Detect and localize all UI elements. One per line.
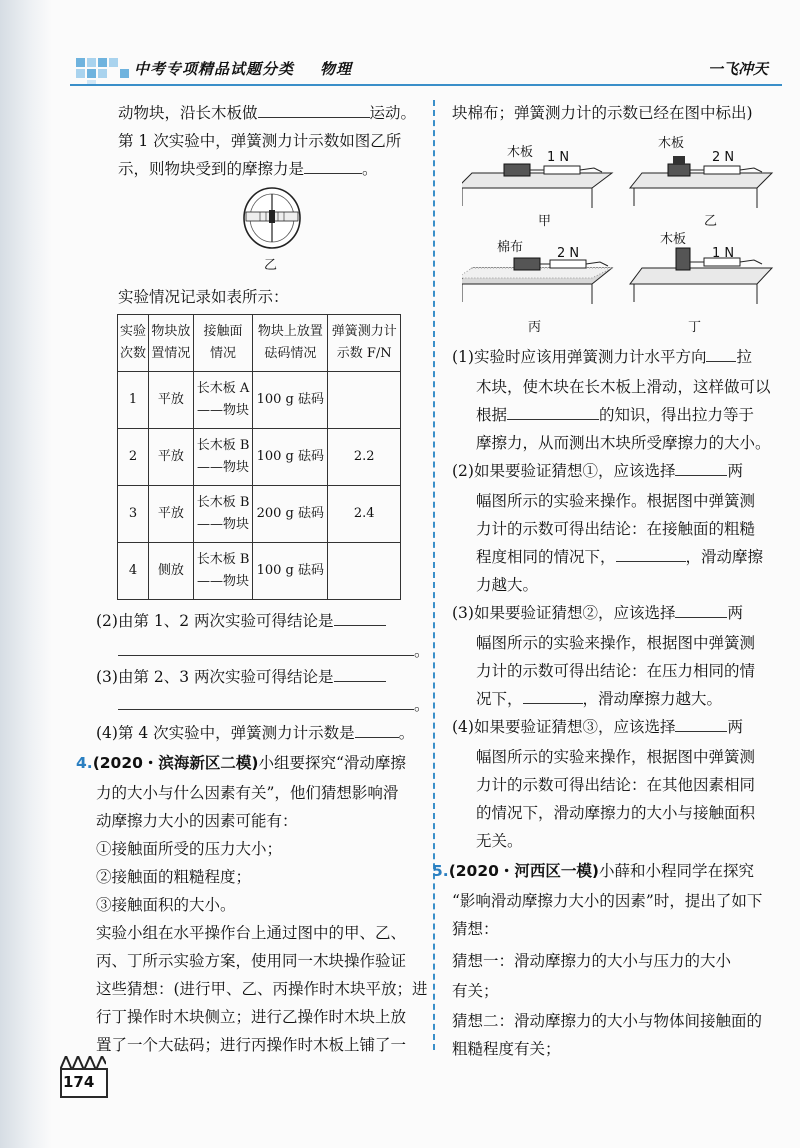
sub-question-4-line-4: 的情况下，滑动摩擦力的大小与接触面积 [476,804,756,822]
force-label-ding: 1 N [712,246,735,261]
table-header: 接触面 情况 [193,315,252,372]
table-row [118,429,401,486]
spring-scale-dial-figure [240,186,304,250]
force-label-bing: 2 N [557,246,580,261]
sub-question-4-line-5: 无关。 [476,832,523,850]
table-cell: 3 [118,486,149,543]
problem-4-line-6: 这些猜想：(进行甲、乙、丙操作时木块平放；进 [96,980,428,998]
table-cell: 平放 [148,372,193,429]
sub-question-1-line-3: 根据 的知识，得出拉力等于 [476,400,754,430]
question-4: (4)第 4 次实验中，弹簧测力计示数是 。 [96,718,414,748]
sub-question-3-line-2: 幅图所示的实验来操作，根据图中弹簧测 [476,634,756,652]
guess-3: ③接触面积的大小。 [96,896,236,914]
figure-label-bing: 丙 [528,320,542,335]
sub-question-2-line-3: 力计的示数可得出结论：在接触面的粗糙 [476,520,756,538]
book-spine-shadow [0,0,52,1148]
problem-5-source: (2020・河西区一模) [448,862,599,880]
figure-yi-label: 乙 [264,258,278,273]
figure-ding [630,248,772,304]
table-cell: 2 [118,429,149,486]
problem-5-line-1: 5.(2020・河西区一模)小薛和小程同学在探究 [432,862,755,880]
force-label-jia: 1 N [547,150,570,165]
table-cell: 长木板 B ——物块 [193,486,252,543]
left-line-3: 示，则物块受到的摩擦力是 。 [118,154,378,184]
question-3-answer-line: 。 [118,690,430,720]
sub-question-3-line-4: 况下， ，滑动摩擦力越大。 [476,684,722,714]
table-cell: 2.4 [328,486,401,543]
figure-label-jia: 甲 [538,214,552,229]
problem-5-line-2: “影响滑动摩擦力大小的因素”时，提出了如下 [452,892,763,910]
problem-4-line-3: 动摩擦力大小的因素可能有： [96,812,298,830]
question-3: (3)由第 2、3 两次实验可得结论是 [96,662,386,692]
problem-4-number: 4. [76,754,93,772]
figure-bing [462,258,612,304]
header-rule [70,84,782,86]
table-header: 弹簧测力计 示数 F/N [328,315,401,372]
table-cell: 侧放 [148,543,193,600]
sub-question-1-line-1: (1)实验时应该用弹簧测力计水平方向 拉 [452,342,752,372]
sub-question-4-line-3: 力计的示数可得出结论：在其他因素相同 [476,776,756,794]
sub-question-2-line-2: 幅图所示的实验来操作。根据图中弹簧测 [476,492,756,510]
left-line-1: 动物块，沿长木板做 运动。 [118,98,416,128]
table-cell: 平放 [148,429,193,486]
table-row [118,543,401,600]
sub-question-1-line-4: 摩擦力，从而测出木块所受摩擦力的大小。 [476,434,771,452]
label-mianbu: 棉布 [497,240,524,255]
table-header-row [118,315,401,372]
table-cell: 2.2 [328,429,401,486]
header-title: 中考专项精品试题分类 物理 [134,60,353,78]
sub-question-2-line-4: 程度相同的情况下， ，滑动摩擦 [476,542,763,572]
figure-yi [630,156,772,208]
table-intro: 实验情况记录如表所示： [118,288,289,306]
problem-4-line-5: 丙、丁所示实验方案，使用同一木块操作验证 [96,952,407,970]
right-line-0: 块棉布；弹簧测力计的示数已经在图中标出) [452,104,753,122]
question-2-answer-line: 。 [118,636,430,666]
table-cell: 100 g 砝码 [253,543,328,600]
table-cell: 平放 [148,486,193,543]
table-cell: 100 g 砝码 [253,372,328,429]
left-line-2: 第 1 次实验中，弹簧测力计示数如图乙所 [118,132,402,150]
guess-one-line-2: 有关； [452,982,499,1000]
problem-4-line-2: 力的大小与什么因素有关”，他们猜想影响滑 [96,784,399,802]
problem-4-line-4: 实验小组在水平操作台上通过图中的甲、乙、 [96,924,407,942]
table-cell: 200 g 砝码 [253,486,328,543]
problem-4-line-1: 4.(2020・滨海新区二模)小组要探究“滑动摩擦 [76,754,406,772]
table-header: 实验 次数 [118,315,149,372]
table-row [118,372,401,429]
table-cell [328,372,401,429]
sub-question-1-line-2: 木块，使木块在长木板上滑动，这样做可以 [476,378,771,396]
header-brand: 一飞冲天 [707,60,768,78]
table-cell: 4 [118,543,149,600]
guess-1: ①接触面所受的压力大小； [96,840,283,858]
sub-question-4-line-2: 幅图所示的实验来操作，根据图中弹簧测 [476,748,756,766]
figure-label-yi: 乙 [704,214,718,229]
sub-question-4-line-1: (4)如果要验证猜想③，应该选择 两 [452,712,743,742]
figure-label-ding: 丁 [688,320,702,335]
figure-jia [462,164,612,208]
page-header [70,54,782,88]
experiment-table [117,314,401,600]
guess-2: ②接触面的粗糙程度； [96,868,252,886]
guess-two-line-1: 猜想二：滑动摩擦力的大小与物体间接触面的 [452,1012,763,1030]
problem-5-line-3: 猜想： [452,920,499,938]
sub-question-3-line-1: (3)如果要验证猜想②，应该选择 两 [452,598,743,628]
table-cell: 100 g 砝码 [253,429,328,486]
table-header: 物块放 置情况 [148,315,193,372]
table-row [118,486,401,543]
problem-4-source: (2020・滨海新区二模) [92,754,259,772]
guess-two-line-2: 粗糙程度有关； [452,1040,561,1058]
header-subject: 物理 [320,60,353,78]
sub-question-3-line-3: 力计的示数可得出结论：在压力相同的情 [476,662,756,680]
table-cell: 1 [118,372,149,429]
table-header: 物块上放置 砝码情况 [253,315,328,372]
sub-question-2-line-5: 力越大。 [476,576,539,594]
table-cell: 长木板 A ——物块 [193,372,252,429]
label-muban-yi: 木板 [658,136,685,151]
label-muban-jia: 木板 [507,145,534,160]
problem-4-line-8: 置了一个大砝码；进行丙操作时木板上铺了一 [96,1036,407,1054]
question-2: (2)由第 1、2 两次实验可得结论是 [96,606,386,636]
label-muban-ding: 木板 [660,232,687,247]
guess-one-line-1: 猜想一：滑动摩擦力的大小与压力的大小 [452,952,732,970]
problem-5-number: 5. [432,862,449,880]
page-number: 174 [63,1073,95,1091]
table-cell [328,543,401,600]
column-divider [433,100,435,1050]
header-decoration-icon [76,58,136,86]
table-cell: 长木板 B ——物块 [193,429,252,486]
force-label-yi: 2 N [712,150,735,165]
table-cell: 长木板 B ——物块 [193,543,252,600]
problem-4-line-7: 行丁操作时木块侧立；进行乙操作时木块上放 [96,1008,407,1026]
sub-question-2-line-1: (2)如果要验证猜想①，应该选择 两 [452,456,743,486]
